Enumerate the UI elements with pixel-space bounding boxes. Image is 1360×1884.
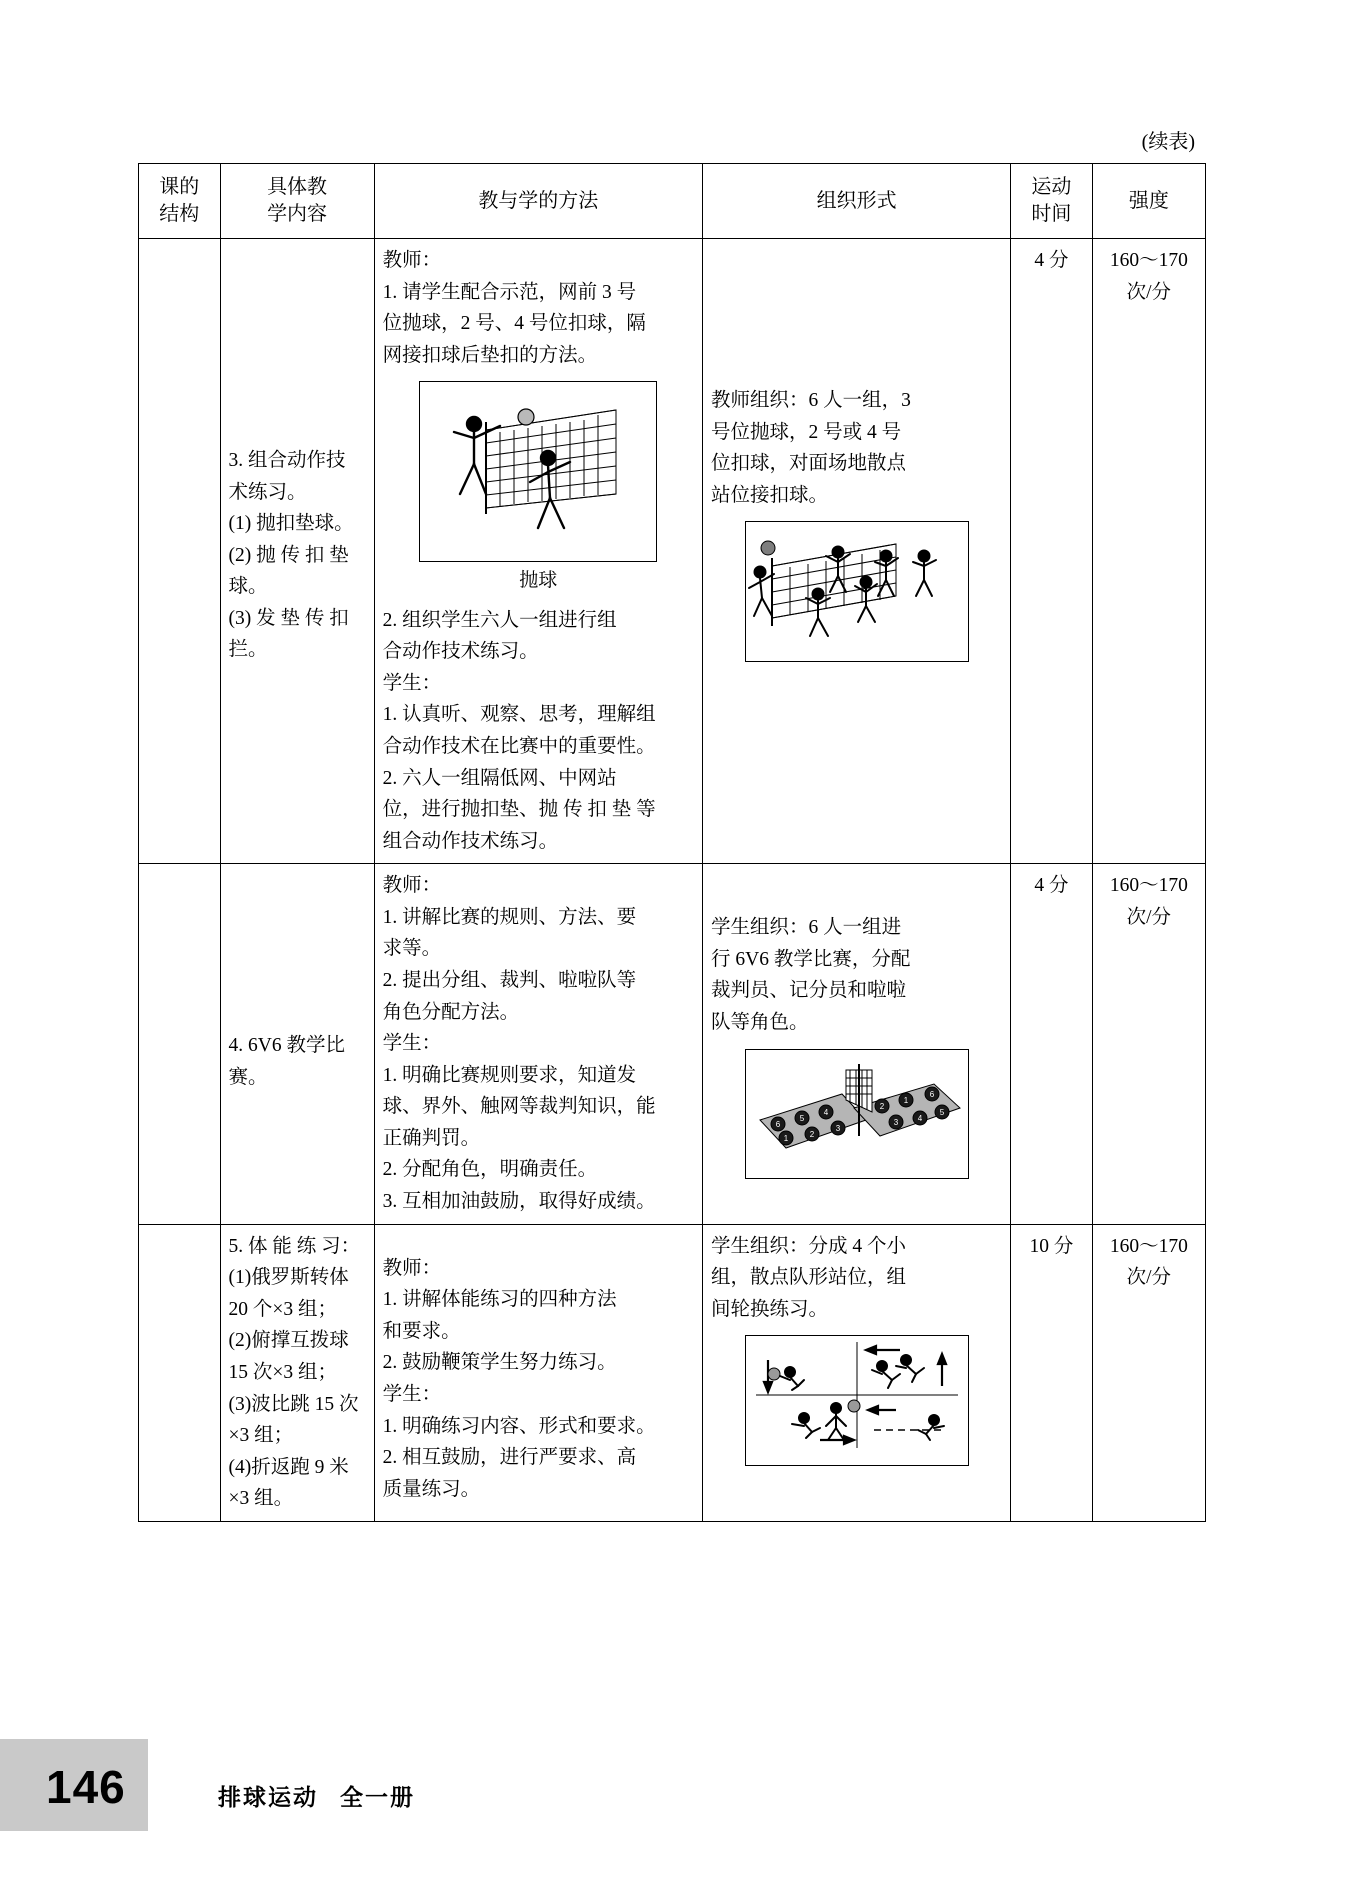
- method-line: 和要求。: [382, 1320, 461, 1342]
- organization-line: 站位接扣球。: [711, 484, 829, 506]
- figure-frame: [745, 1049, 969, 1180]
- figure-fitness-stations: [711, 1335, 1002, 1466]
- cell-method: [374, 1224, 702, 1521]
- svg-text:2: 2: [809, 1129, 814, 1139]
- cell-organization: [703, 1224, 1011, 1521]
- header-line: 学内容: [267, 203, 328, 225]
- method-line: 学生：: [382, 1383, 442, 1405]
- cell-method: [374, 864, 702, 1224]
- figure-toss-spike: [383, 381, 694, 562]
- content-line: 术练习。: [228, 481, 307, 503]
- method-line: 3. 互相加油鼓励，取得好成绩。: [382, 1191, 656, 1213]
- header-exercise-time: [1011, 164, 1093, 239]
- table-row: [139, 1224, 1206, 1521]
- method-line: 正确判罚。: [382, 1127, 481, 1149]
- method-line: 2. 鼓励鞭策学生努力练习。: [382, 1352, 617, 1374]
- cell-time: 4 分: [1011, 864, 1093, 1224]
- method-line: 1. 请学生配合示范，网前 3 号: [382, 281, 637, 303]
- content-line: (4)折返跑 9 米: [228, 1456, 349, 1478]
- organization-line: 位扣球，对面场地散点: [711, 453, 907, 475]
- cell-intensity: [1092, 239, 1205, 864]
- volleyball-toss-illustration: [420, 382, 656, 550]
- content-line: 5. 体 能 练 习：: [228, 1235, 361, 1257]
- svg-text:4: 4: [823, 1107, 828, 1117]
- page-number: 146: [46, 1761, 126, 1813]
- organization-line: 间轮换练习。: [711, 1298, 829, 1320]
- footer-book-volume: 全一册: [340, 1784, 415, 1810]
- method-line: 位，进行抛扣垫、抛 传 扣 垫 等: [382, 799, 656, 821]
- organization-line: 行 6V6 教学比赛，分配: [711, 948, 911, 970]
- 6v6-match-court-illustration: [746, 1050, 968, 1168]
- method-line: 合动作技术在比赛中的重要性。: [382, 735, 656, 757]
- organization-line: 教师组织：6 人一组，3: [711, 390, 911, 411]
- content-line: 4. 6V6 教学比: [228, 1035, 346, 1057]
- method-line: 2. 提出分组、裁判、啦啦队等: [382, 970, 637, 992]
- table-row: [139, 864, 1206, 1224]
- svg-text:5: 5: [799, 1113, 804, 1123]
- svg-text:1: 1: [783, 1133, 788, 1143]
- header-line: 课的: [159, 176, 200, 198]
- content-line: (1) 抛扣垫球。: [228, 513, 354, 535]
- content-line: (2) 抛 传 扣 垫: [228, 544, 349, 566]
- method-line: 合动作技术练习。: [382, 641, 539, 663]
- method-line: 1. 讲解比赛的规则、方法、要: [382, 906, 637, 928]
- svg-text:3: 3: [835, 1123, 840, 1133]
- figure-six-player-formation: [711, 521, 1002, 662]
- method-line: 学生：: [382, 672, 442, 694]
- cell-content: [220, 239, 374, 864]
- content-line: (1)俄罗斯转体: [228, 1267, 349, 1289]
- intensity-line: 160～170: [1109, 250, 1188, 271]
- method-line: 质量练习。: [382, 1478, 481, 1500]
- header-intensity: 强度: [1092, 164, 1205, 239]
- organization-line: 组，散点队形站位，组: [711, 1267, 907, 1289]
- method-line: 2. 组织学生六人一组进行组: [382, 609, 617, 631]
- method-line: 网接扣球后垫扣的方法。: [382, 344, 598, 366]
- intensity-line: 次/分: [1126, 906, 1172, 928]
- figure-frame: [745, 1335, 969, 1466]
- figure-caption: 抛球: [519, 569, 558, 591]
- cell-intensity: [1092, 1224, 1205, 1521]
- footer-book-title: 排球运动: [218, 1784, 318, 1810]
- svg-text:3: 3: [893, 1117, 898, 1127]
- cell-structure: [139, 864, 221, 1224]
- cell-content: [220, 864, 374, 1224]
- svg-text:2: 2: [879, 1101, 884, 1111]
- figure-6v6-court: [711, 1049, 1002, 1180]
- content-line: 3. 组合动作技: [228, 450, 346, 471]
- method-line: 教师：: [382, 1257, 442, 1279]
- method-line: 1. 讲解体能练习的四种方法: [382, 1289, 617, 1311]
- organization-line: 裁判员、记分员和啦啦: [711, 980, 907, 1002]
- content-line: (3)波比跳 15 次: [228, 1393, 359, 1415]
- content-line: (2)俯撑互拨球: [228, 1330, 349, 1352]
- svg-text:4: 4: [917, 1113, 922, 1123]
- cell-time: 10 分: [1011, 1224, 1093, 1521]
- lesson-plan-table: [138, 163, 1206, 1522]
- organization-line: 号位抛球，2 号或 4 号: [711, 421, 902, 443]
- cell-organization: [703, 239, 1011, 864]
- method-line: 1. 明确练习内容、形式和要求。: [382, 1415, 656, 1437]
- continued-table-label: (续表): [1141, 131, 1195, 153]
- cell-structure: [139, 239, 221, 864]
- content-line: (3) 发 垫 传 扣: [228, 607, 349, 629]
- cell-time: 4 分: [1011, 239, 1093, 864]
- method-line: 2. 分配角色，明确责任。: [382, 1159, 598, 1181]
- method-line: 1. 认真听、观察、思考，理解组: [382, 704, 656, 726]
- cell-intensity: [1092, 864, 1205, 1224]
- intensity-line: 160～170: [1109, 875, 1188, 897]
- intensity-line: 160～170: [1109, 1235, 1188, 1257]
- header-teaching-methods: 教与学的方法: [374, 164, 702, 239]
- intensity-line: 次/分: [1126, 281, 1172, 303]
- cell-structure: [139, 1224, 221, 1521]
- method-line: 球、界外、触网等裁判知识，能: [382, 1096, 656, 1118]
- header-teaching-content: [220, 164, 374, 239]
- organization-line: 学生组织：分成 4 个小: [711, 1235, 907, 1257]
- cell-content: [220, 1224, 374, 1521]
- header-line: 时间: [1031, 203, 1072, 225]
- method-line: 2. 六人一组隔低网、中网站: [382, 767, 617, 789]
- method-line: 角色分配方法。: [382, 1001, 520, 1023]
- method-line: 教师：: [382, 875, 442, 897]
- method-line: 2. 相互鼓励，进行严要求、高: [382, 1447, 637, 1469]
- header-lesson-structure: [139, 164, 221, 239]
- content-line: ×3 组。: [228, 1488, 294, 1510]
- svg-text:6: 6: [929, 1089, 934, 1099]
- method-line: 1. 明确比赛规则要求，知道发: [382, 1064, 637, 1086]
- fitness-station-layout-illustration: [746, 1336, 968, 1454]
- cell-organization: [703, 864, 1011, 1224]
- method-line: 学生：: [382, 1033, 442, 1055]
- svg-text:6: 6: [775, 1119, 780, 1129]
- content-line: 15 次×3 组；: [228, 1361, 338, 1383]
- content-line: 拦。: [228, 639, 268, 661]
- content-line: 赛。: [228, 1066, 268, 1088]
- svg-text:1: 1: [903, 1095, 908, 1105]
- method-line: 求等。: [382, 938, 442, 960]
- method-line: 教师：: [382, 250, 442, 271]
- six-player-court-illustration: [746, 522, 968, 650]
- footer-title: [218, 1779, 415, 1812]
- figure-frame: [745, 521, 969, 662]
- content-line: ×3 组；: [228, 1425, 294, 1447]
- organization-line: 学生组织：6 人一组进: [711, 917, 902, 939]
- cell-method: [374, 239, 702, 864]
- header-line: 运动: [1031, 176, 1072, 198]
- table-row: [139, 239, 1206, 864]
- table-header-row: [139, 164, 1206, 239]
- figure-frame: [419, 381, 657, 562]
- content-line: 球。: [228, 576, 268, 598]
- header-organization-form: 组织形式: [703, 164, 1011, 239]
- header-line: 具体教: [267, 176, 328, 198]
- method-line: 位抛球，2 号、4 号位扣球，隔: [382, 313, 646, 335]
- header-line: 结构: [159, 203, 200, 225]
- intensity-line: 次/分: [1126, 1267, 1172, 1289]
- organization-line: 队等角色。: [711, 1012, 809, 1034]
- content-line: 20 个×3 组；: [228, 1298, 338, 1320]
- method-line: 组合动作技术练习。: [382, 830, 559, 852]
- svg-text:5: 5: [939, 1107, 944, 1117]
